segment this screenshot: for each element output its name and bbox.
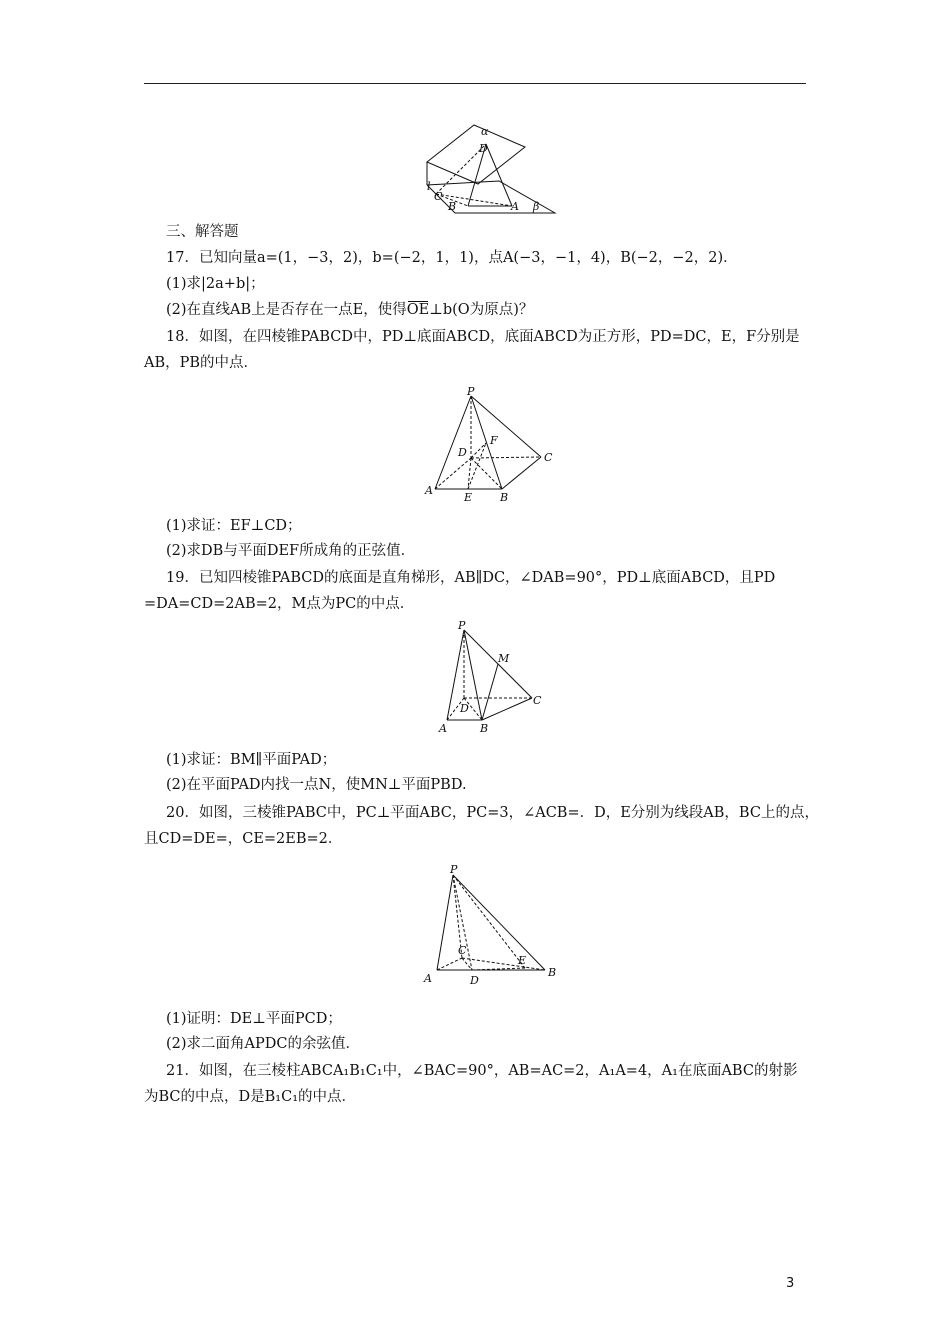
page-number: 3 bbox=[786, 1276, 795, 1291]
figure-pyramid-pabcd bbox=[422, 386, 557, 506]
q20-stem-line1: 20．如图，三棱锥PABC中，PC⊥平面ABC，PC=3，∠ACB=．D，E分别为线段AB，BC上的点， bbox=[166, 805, 819, 821]
figure-pyramid-trapezoid bbox=[436, 620, 551, 740]
q17-stem: 17．已知向量a=(1，−3，2)，b=(−2，1，1)，点A(−3，−1，4)，B(−2，−2，2)． bbox=[166, 250, 738, 266]
fig-label: A bbox=[425, 484, 433, 497]
fig-label: B bbox=[480, 722, 489, 735]
figure-pyramid-pabc bbox=[420, 862, 565, 990]
fig-label: A bbox=[511, 200, 519, 213]
fig-label: P bbox=[450, 863, 458, 876]
fig-label: α bbox=[481, 125, 489, 138]
q19-part1: (1)求证：BM∥平面PAD； bbox=[166, 752, 337, 768]
header-rule bbox=[144, 83, 806, 84]
q19-stem-line2: =DA=CD=2AB=2，M点为PC的中点． bbox=[144, 596, 415, 612]
fig-label: P bbox=[458, 619, 466, 632]
q20-part2: (2)求二面角APDC的余弦值． bbox=[166, 1036, 360, 1052]
q20-stem-line2: 且CD=DE=，CE=2EB=2． bbox=[144, 831, 343, 847]
q18-part1: (1)求证：EF⊥CD； bbox=[166, 518, 302, 534]
fig-label: B bbox=[448, 200, 457, 213]
q18-part2: (2)求DB与平面DEF所成角的正弦值． bbox=[166, 543, 416, 559]
figure-dihedral-planes bbox=[424, 124, 559, 216]
q17-part1: (1)求|2a+b|； bbox=[166, 276, 265, 292]
q19-stem-line1: 19．已知四棱锥PABCD的底面是直角梯形，AB∥DC，∠DAB=90°，PD⊥底面ABCD，且PD bbox=[166, 570, 776, 586]
fig-label: D bbox=[479, 142, 488, 155]
fig-label: F bbox=[490, 434, 498, 447]
q21-stem-line1: 21．如图，在三棱柱ABCA₁B₁C₁中，∠BAC=90°，AB=AC=2，A₁A=4，A₁在底面ABC的射影 bbox=[166, 1063, 798, 1079]
fig-label: D bbox=[470, 974, 479, 987]
fig-label: B bbox=[500, 491, 509, 504]
q18-stem-line2: AB，PB的中点． bbox=[144, 355, 259, 371]
fig-label: B bbox=[548, 966, 557, 979]
section-title: 三、解答题 bbox=[166, 224, 239, 240]
q21-stem-line2: 为BC的中点，D是B₁C₁的中点． bbox=[144, 1089, 357, 1105]
q17-part2: (2)在直线AB上是否存在一点E，使得OE⊥b(O为原点)？ bbox=[166, 302, 534, 318]
fig-label: l bbox=[427, 180, 431, 193]
fig-label: C bbox=[434, 190, 443, 203]
fig-label: C bbox=[533, 694, 542, 707]
vector-OE: OE bbox=[406, 302, 430, 318]
fig-label: P bbox=[467, 385, 475, 398]
fig-label: E bbox=[518, 954, 527, 967]
fig-label: D bbox=[460, 702, 469, 715]
q20-part1: (1)证明：DE⊥平面PCD； bbox=[166, 1011, 342, 1027]
fig-label: D bbox=[458, 446, 467, 459]
fig-label: E bbox=[464, 491, 473, 504]
fig-label: C bbox=[458, 944, 467, 957]
fig-label: C bbox=[544, 451, 553, 464]
fig-label: M bbox=[498, 652, 510, 665]
fig-label: β bbox=[533, 200, 540, 213]
fig-label: A bbox=[439, 722, 447, 735]
fig-label: A bbox=[424, 972, 432, 985]
q19-part2: (2)在平面PAD内找一点N，使MN⊥平面PBD. bbox=[166, 777, 467, 793]
q18-stem-line1: 18．如图，在四棱锥PABCD中，PD⊥底面ABCD，底面ABCD为正方形，PD=DC，E，F分别是 bbox=[166, 329, 800, 345]
